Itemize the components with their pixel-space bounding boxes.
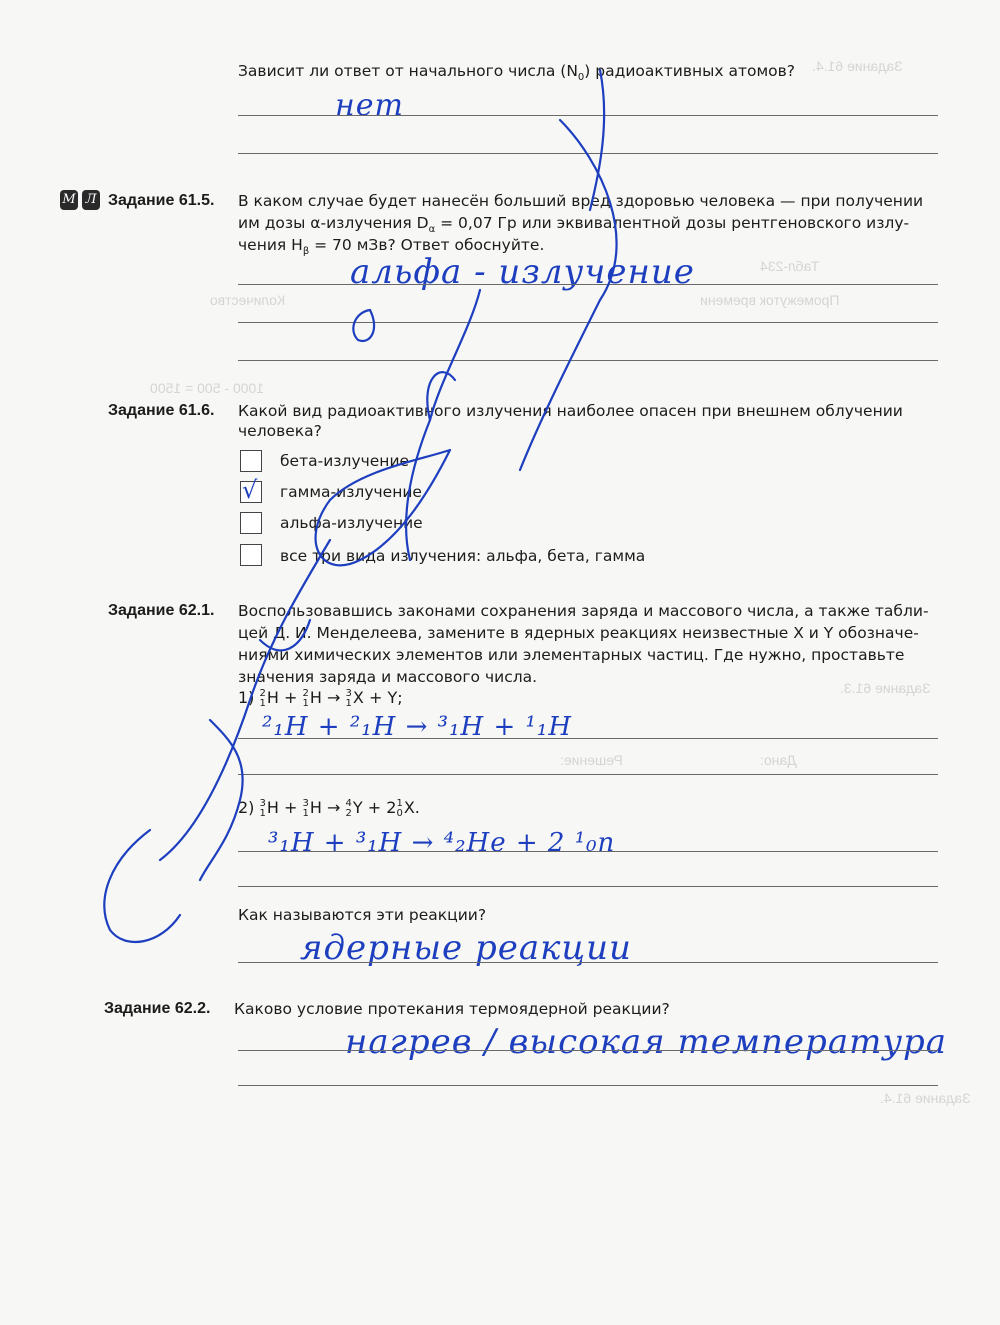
- answer-line: [238, 322, 938, 323]
- answer-line: [238, 738, 938, 739]
- task-62-2-label: Задание 62.2.: [104, 1000, 211, 1017]
- task-61-5-text: чения $H_\beta = 70$ мЗв? Ответ обоснуйте.: [238, 236, 545, 258]
- task-62-1-label: Задание 62.1.: [108, 602, 215, 619]
- checkbox-gamma[interactable]: [240, 476, 262, 504]
- task-61-5-text: им дозы α-излучения $D_\alpha = 0,07$ Гр или эквивалентной дозы рентгеновского излу-: [238, 214, 910, 236]
- option-gamma-label: гамма-излучение: [280, 483, 422, 501]
- option-all-three-label: все три вида излучения: альфа, бета, гамма: [280, 547, 646, 565]
- handwritten-answer-reaction-1: ²₁H + ²₁H → ³₁H + ¹₁H: [262, 712, 573, 742]
- task-61-5-text: В каком случае будет нанесён больший вред здоровью человека — при получении: [238, 192, 924, 210]
- bleed-text: Задание 61.3.: [840, 680, 931, 696]
- answer-line: [238, 284, 938, 285]
- task-62-1-text: ниями химических элементов или элементарных частиц. Где нужно, проставьте: [238, 646, 905, 664]
- answer-line: [238, 1050, 938, 1051]
- task-62-1-text: цей Д. И. Менделеева, замените в ядерных реакциях неизвестные X и Y обозначе-: [238, 624, 919, 642]
- level-badge-m: М: [60, 190, 78, 210]
- bleed-text: Дано:: [760, 752, 797, 768]
- checkbox-beta[interactable]: [240, 450, 262, 472]
- scribble-stroke: [104, 830, 180, 942]
- scribble-stroke: [200, 720, 243, 880]
- handwritten-answer-n0: нет: [335, 88, 404, 123]
- level-badge-l: Л: [82, 190, 100, 210]
- bleed-text: Задание 61.4.: [880, 1090, 971, 1106]
- answer-line: [238, 1085, 938, 1086]
- answer-line: [238, 851, 938, 852]
- bleed-text: Табл-234: [760, 258, 820, 274]
- checkbox-alpha[interactable]: [240, 512, 262, 534]
- task-62-2-text: Каково условие протекания термоядерной реакции?: [234, 1000, 670, 1018]
- answer-line: [238, 360, 938, 361]
- answer-line: [238, 115, 938, 116]
- task-61-5-label: Задание 61.5.: [108, 192, 215, 209]
- reaction-1: 1) 2 1 H + 2 1 H → 3 1 X + Y;: [238, 687, 403, 709]
- checkbox-all-three[interactable]: [240, 544, 262, 566]
- scribble-stroke: [353, 310, 374, 341]
- bleed-text: Решение:: [560, 752, 623, 768]
- bleed-text: Задание 61.4.: [812, 58, 903, 74]
- task-61-6-label: Задание 61.6.: [108, 402, 215, 419]
- question-n0: Зависит ли ответ от начального числа $(N_0)$ радиоактивных атомов?: [238, 62, 795, 84]
- task-62-1-text: Воспользовавшись законами сохранения заряда и массового числа, а также табли-: [238, 602, 929, 620]
- check-mark-icon: √: [242, 476, 258, 504]
- question-reaction-name: Как называются эти реакции?: [238, 906, 487, 924]
- bleed-text: Промежуток времени: [700, 292, 840, 308]
- handwritten-answer-reaction-2: ³₁H + ³₁H → ⁴₂He + 2 ¹₀n: [268, 828, 616, 858]
- bleed-text: 1000 - 500 = 1500: [150, 380, 265, 396]
- scribble-stroke: [590, 70, 604, 210]
- handwritten-answer-62-2: нагрев / высокая температура: [345, 1022, 948, 1062]
- bleed-text: Количество: [210, 292, 286, 308]
- option-alpha-label: альфа-излучение: [280, 514, 423, 532]
- task-61-6-text: Какой вид радиоактивного излучения наиболее опасен при внешнем облучении: [238, 402, 903, 420]
- answer-line: [238, 774, 938, 775]
- answer-line: [238, 962, 938, 963]
- reaction-2: 2) 3 1 H + 3 1 H → 4 2 Y + 2 1 0 X.: [238, 797, 420, 819]
- task-61-6-text: человека?: [238, 422, 322, 440]
- option-beta-label: бета-излучение: [280, 452, 410, 470]
- answer-line: [238, 886, 938, 887]
- handwritten-answer-reaction-name: ядерные реакции: [300, 928, 632, 968]
- task-62-1-text: значения заряда и массового числа.: [238, 668, 538, 686]
- answer-line: [238, 153, 938, 154]
- handwritten-answer-61-5: альфа - излучение: [350, 252, 695, 292]
